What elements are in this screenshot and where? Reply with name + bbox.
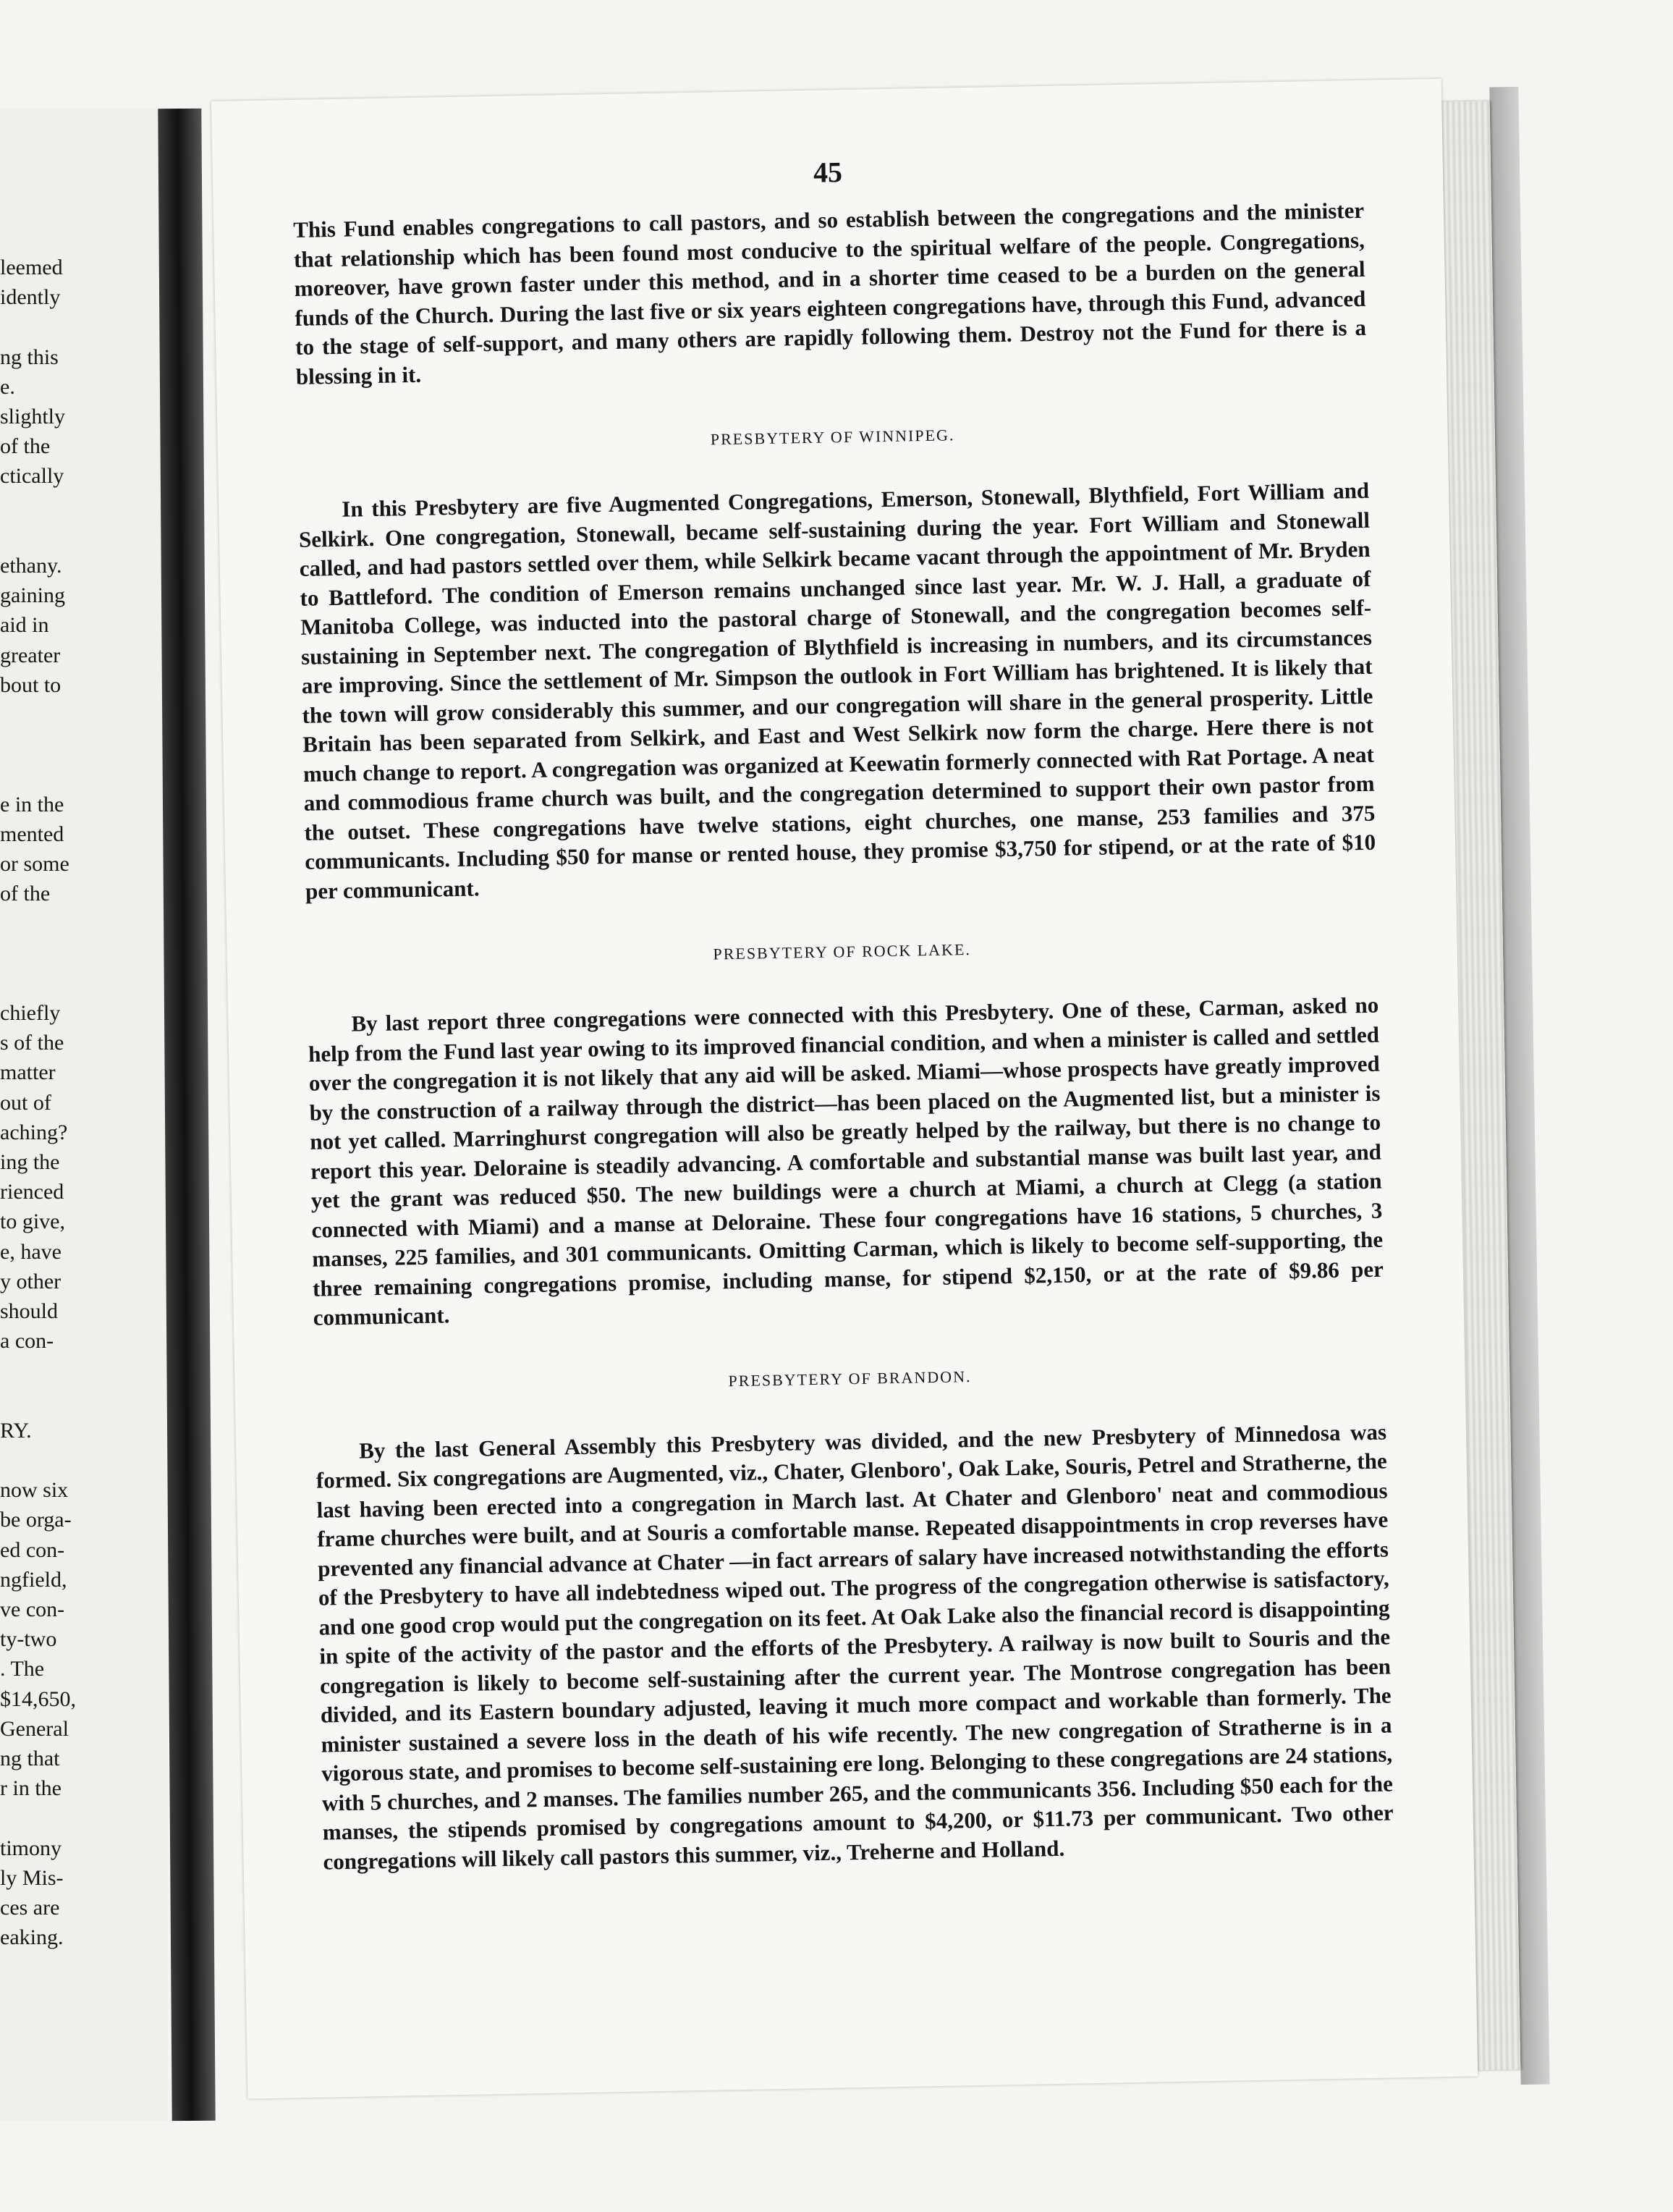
facing-page-line: General xyxy=(0,1716,69,1741)
facing-page-line: ctically xyxy=(0,464,64,489)
facing-page-line: e in the xyxy=(0,792,64,816)
section-text-rock-lake: By last report three congregations were connected with this Presbytery. One of these, Carman, asked no help from the Fund last year owing to its improved financial condition, and when a minister is called and settled over the congregation it is not likely that any aid will be asked. Miami—whose prospects have greatly improved by the construction of a railway through the district—has been placed on the Augmented list, but a minister is not yet called. Marringhurst congregation will also be greatly helped by the railway, but there is no change to report this year. Deloraine is steadily advancing. A comfortable and substantial manse was built last year, and yet the grant was reduced $50. The new buildings were a church at Miami, a church at Clegg (a station connected with Miami) and a manse at Deloraine. These four congregations have 16 stations, 5 churches, 3 manses, 225 families, and 301 communicants. Omitting Carman, which is likely to become self-supporting, the three remaining congregations promise, including manse, for stipend $2,150, or at the rate of $9.86 per communicant. xyxy=(308,992,1384,1330)
facing-page-line: ces are xyxy=(0,1896,60,1920)
facing-page-line: timony xyxy=(0,1836,62,1860)
facing-page-line: ed con- xyxy=(0,1537,65,1562)
facing-page-line: eaking. xyxy=(0,1925,64,1950)
facing-page-line: of the xyxy=(0,434,51,459)
facing-page-line: ethany. xyxy=(0,554,62,578)
section-text-brandon: By the last General Assembly this Presbytery was divided, and the new Presbytery of Minnedosa was formed. Six congregations are Augmented, viz., Chater, Glenboro', Oak Lake, Souris, Petrel and Stratherne, the last having been erected into a congregation in March last. At Chater and Glenboro' neat and commodious frame churches were built, and at Souris a comfortable manse. Repeated disappointments in crop reverses have prevented any financial advance at Chater —in fact arrears of salary have increased notwithstanding the efforts of the Presbytery to have all indebtedness wiped out. The progress of the congregation otherwise is satisfactory, and one good crop would put the congregation on its feet. At Oak Lake also the financial record is disappointing in spite of the activity of the pastor and the efforts of the Presbytery. A railway is now built to Souris and the congregation is likely to become self-sustaining after the current year. The Montrose congregation has been divided, and its Eastern boundary adjusted, leaving it much more compact and workable than formerly. The minister sustained a severe loss in the death of his wife recently. The new congregation of Stratherne is in a vigorous state, and promises to become self-sustaining ere long. Belonging to these congregations are 24 stations, with 5 churches, and 2 manses. The families number 265, and the communicants 356. Including $50 each for the manses, the stipends promised by congregations amount to $4,200, or $11.73 per communicant. Two other congregations will likely call pastors this summer, viz., Treherne and Holland. xyxy=(315,1419,1394,1875)
facing-page-line: e, have xyxy=(0,1239,62,1264)
facing-page-line: ly Mis- xyxy=(0,1865,64,1890)
page-number: 45 xyxy=(813,156,843,189)
facing-page-line: y other xyxy=(0,1269,62,1293)
facing-page-line: ty-two xyxy=(0,1627,57,1652)
facing-page-line: gaining xyxy=(0,583,65,608)
facing-page-line: $14,650, xyxy=(0,1687,76,1711)
facing-page-line: RY. xyxy=(0,1418,32,1443)
facing-page-line: a con- xyxy=(0,1329,54,1354)
facing-page-line: bout to xyxy=(0,672,62,697)
facing-page-line: out of xyxy=(0,1090,51,1115)
facing-page-line: rienced xyxy=(0,1180,64,1204)
facing-page-line: ngfield, xyxy=(0,1567,67,1592)
facing-page-line: chiefly xyxy=(0,1001,61,1025)
facing-page-line: or some xyxy=(0,852,69,876)
section-heading-brandon: PRESBYTERY OF BRANDON. xyxy=(728,1367,972,1390)
facing-page-line: e. xyxy=(0,374,15,399)
facing-page-line: mented xyxy=(0,822,64,846)
facing-page-line: idently xyxy=(0,285,61,310)
facing-page-line: should xyxy=(0,1299,59,1323)
page-body xyxy=(293,196,1394,1877)
facing-page-line: now six xyxy=(0,1478,69,1503)
intro-paragraph: This Fund enables congregations to call pastors, and so establish between the congregations and the minister that relationship which has been found most conducive to the spiritual welfare of the people. Congregations, moreover, have grown faster under this method, and in a shorter time ceased to be a burden on the general funds of the Church. During the last five or six years eighteen congregations have, through this Fund, advanced to the stage of self-support, and many others are rapidly following them. Destroy not the Fund for there is a blessing in it. xyxy=(292,197,1367,389)
facing-page-line: s of the xyxy=(0,1031,64,1055)
facing-page-line: be orga- xyxy=(0,1508,72,1532)
facing-page-line: ng that xyxy=(0,1747,60,1770)
section-text-winnipeg: In this Presbytery are five Augmented Congregations, Emerson, Stonewall, Blythfield, Fort William and Selkirk. One congregation, Stonewall, became self-sustaining during the year. Fort William and Stonewall called, and had pastors settled over them, while Selkirk became vacant through the appointment of Mr. Bryden to Battleford. The condition of Emerson remains unchanged since last year. Mr. W. J. Hall, a graduate of Manitoba College, was inducted into the pastoral charge of Stonewall, and the congregation becomes self-sustaining in September next. The congregation of Blythfield is increasing in numbers, and its circumstances are improving. Since the settlement of Mr. Simpson the outlook in Fort William has brightened. It is likely that the town will grow considerably this summer, and our congregation will share in the general prosperity. Little Britain has been separated from Selkirk, and East and West Selkirk now form the charge. Here there is not much change to report. A congregation was organized at Keewatin formerly connected with Rat Portage. A neat and commodious frame church was built, and the congregation determined to support their own pastor from the outset. These congregations have twelve stations, eight churches, one manse, 253 families and 375 communicants. Including $50 for manse or rented house, they promise $3,750 for stipend, or at the rate of $10 per communicant. xyxy=(298,477,1376,904)
facing-page-line: leemed xyxy=(0,256,63,279)
facing-page-fragment xyxy=(0,109,168,2121)
facing-page-line: aching? xyxy=(0,1120,68,1144)
facing-page-line: ing the xyxy=(0,1150,60,1174)
facing-page-line: of the xyxy=(0,882,51,906)
section-heading-rock-lake: PRESBYTERY OF ROCK LAKE. xyxy=(713,940,972,963)
section-heading-winnipeg: PRESBYTERY OF WINNIPEG. xyxy=(710,426,955,449)
facing-page-line: greater xyxy=(0,643,61,667)
facing-page-line: ng this xyxy=(0,345,59,369)
facing-page-line: . The xyxy=(0,1657,45,1681)
facing-page-line: to give, xyxy=(0,1210,65,1234)
facing-page-line: r in the xyxy=(0,1776,62,1801)
facing-page-line: slightly xyxy=(0,405,66,429)
facing-page-line: matter xyxy=(0,1060,56,1085)
document-page xyxy=(211,79,1478,2099)
facing-page-line: aid in xyxy=(0,613,49,638)
facing-page-line: ve con- xyxy=(0,1597,65,1621)
